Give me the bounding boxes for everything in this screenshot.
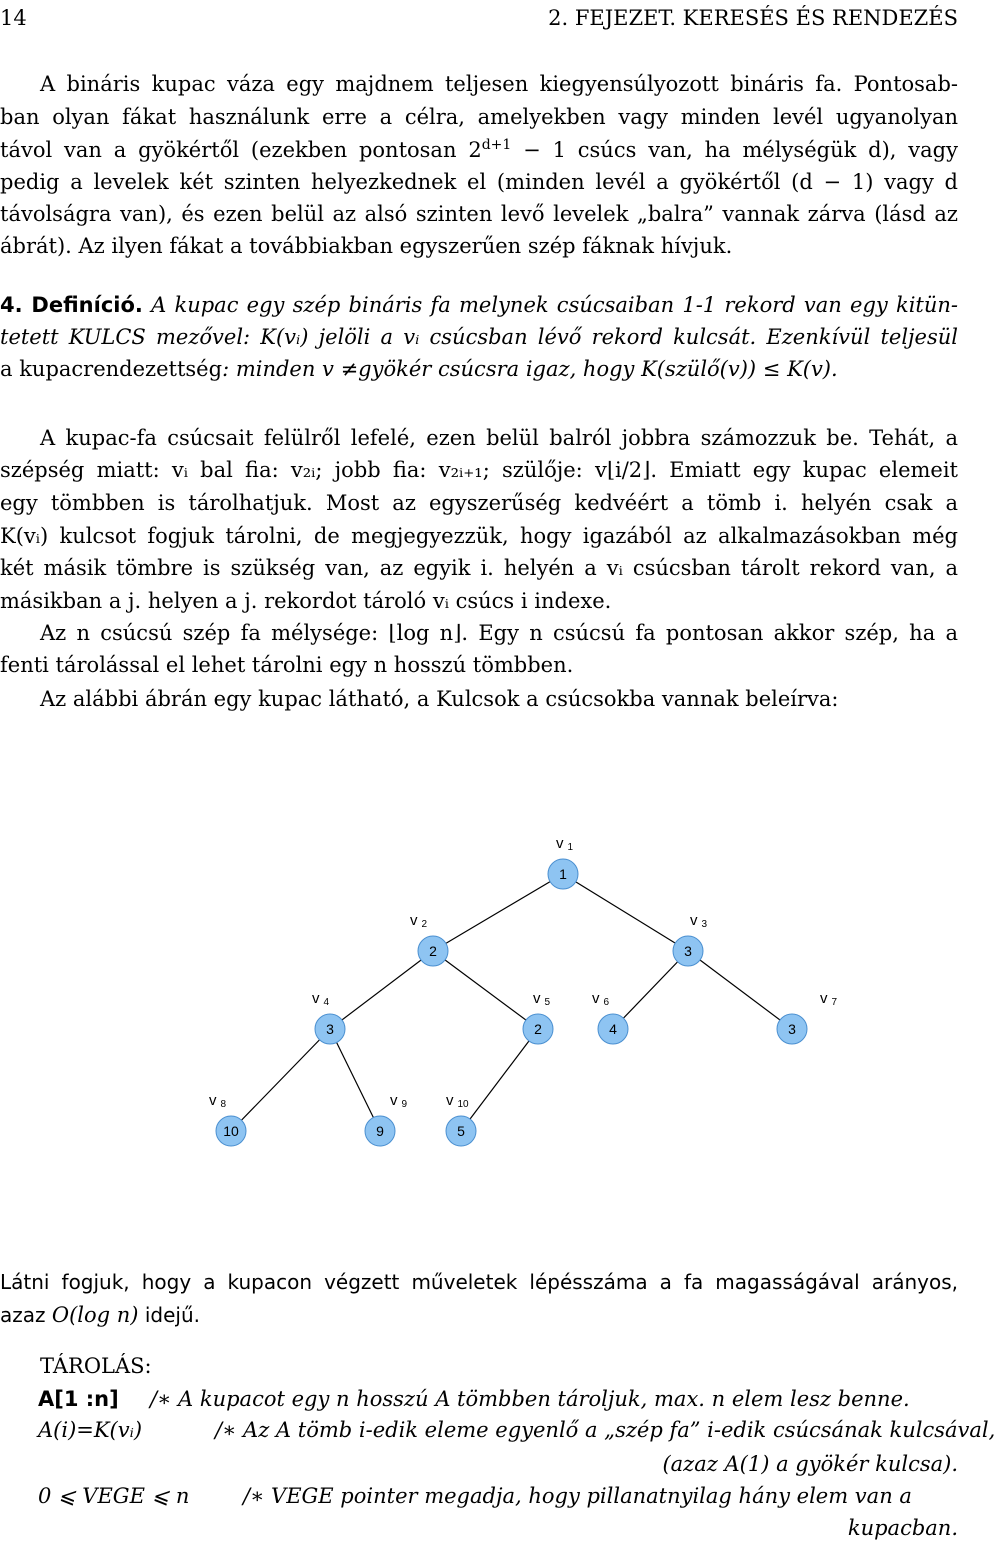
complexity-text-a: azaz bbox=[0, 1303, 52, 1327]
storage-code-2: A(i)=K(vᵢ) bbox=[38, 1418, 143, 1442]
storage-comment-2-cont: (azaz A(1) a gyökér kulcsa). bbox=[662, 1452, 958, 1476]
depth-line-1: Az n csúcsú szép fa mélysége: ⌊log n⌋. Egy n csúcsú fa pontosan akkor szép, ha a bbox=[40, 621, 958, 645]
tree-node-key-v9: 9 bbox=[376, 1123, 384, 1139]
page-number: 14 bbox=[0, 6, 27, 30]
tree-nodes bbox=[209, 835, 838, 1146]
tree-node-label-v7: v 7 bbox=[820, 990, 838, 1008]
chapter-header: 2. FEJEZET. KERESÉS ÉS RENDEZÉS bbox=[548, 6, 958, 30]
definition-line-2: tetett KULCS mezővel: K(vᵢ) jelöli a vᵢ csúcsban lévő rekord kulcsát. Ezenkívül teljesül bbox=[0, 325, 958, 349]
storage-code-1: A[1 :n] bbox=[38, 1387, 119, 1411]
tree-node-key-v1: 1 bbox=[559, 866, 567, 882]
tree-edge-v5-v10 bbox=[461, 1029, 538, 1131]
storage-code-3: 0 ⩽ VEGE ⩽ n bbox=[38, 1484, 190, 1508]
storage-comment-2: /∗ Az A tömb i-edik eleme egyenlő a „szép fa” i-edik csúcsának kulcsával, bbox=[215, 1418, 996, 1442]
numbering-line-1: A kupac-fa csúcsait felülről lefelé, ezen belül balról jobbra számozzuk be. Tehát, a bbox=[40, 426, 958, 450]
numbering-line-4: K(vᵢ) kulcsot fogjuk tárolni, de megjegyezzük, hogy igazából az alkalmazásokban még bbox=[0, 524, 958, 548]
numbering-line-3: egy tömbben is tárolhatjuk. Most az egyszerűség kedvéért a tömb i. helyén csak a bbox=[0, 491, 958, 515]
tree-node-label-v1: v 1 bbox=[556, 835, 574, 853]
numbering-line-2: szépség miatt: vᵢ bal fia: v₂ᵢ; jobb fia: v₂ᵢ₊₁; szülője: v⌊i/2⌋. Emiatt egy kupac elemeit bbox=[0, 458, 958, 482]
storage-comment-3-cont: kupacban. bbox=[847, 1516, 958, 1540]
complexity-text-b: idejű. bbox=[138, 1303, 200, 1327]
heap-tree-figure bbox=[0, 830, 960, 1139]
tree-node-label-v5: v 5 bbox=[533, 990, 551, 1008]
numbering-line-5: két másik tömbre is szükség van, az egyik i. helyén a vᵢ csúcsban tárolt rekord van, a bbox=[0, 556, 958, 580]
tree-edge-v4-v9 bbox=[330, 1029, 380, 1131]
tree-edge-v3-v7 bbox=[688, 951, 792, 1029]
definition-line-1 bbox=[0, 291, 958, 319]
tree-node-label-v3: v 3 bbox=[690, 912, 708, 930]
tree-edge-v1-v2 bbox=[433, 874, 563, 951]
intro-line-3b: − 1 csúcs van, ha mélységük d), vagy bbox=[511, 138, 958, 162]
intro-line-6: ábrát). Az ilyen fákat a továbbiakban egyszerűen szép fáknak hívjuk. bbox=[0, 234, 733, 258]
definition-term: a kupacrendezettség bbox=[0, 357, 223, 381]
tree-edge-v2-v4 bbox=[330, 951, 433, 1029]
tree-edge-v3-v6 bbox=[613, 951, 688, 1029]
intro-line-3a: távol van a gyökértől (ezekben pontosan 2 bbox=[0, 138, 482, 162]
tree-node-label-v8: v 8 bbox=[209, 1092, 227, 1110]
tree-node-label-v4: v 4 bbox=[312, 990, 330, 1008]
storage-comment-1: /∗ A kupacot egy n hosszú A tömbben tároljuk, max. n elem lesz benne. bbox=[150, 1387, 910, 1411]
tree-node-label-v2: v 2 bbox=[410, 912, 428, 930]
tree-node-label-v6: v 6 bbox=[592, 990, 610, 1008]
tree-edge-v4-v8 bbox=[231, 1029, 330, 1131]
definition-line-3 bbox=[0, 355, 958, 383]
tree-edge-v2-v5 bbox=[433, 951, 538, 1029]
tree-edge-v1-v3 bbox=[563, 874, 688, 951]
intro-line-3 bbox=[0, 136, 958, 164]
tree-node-label-v10: v 10 bbox=[446, 1092, 469, 1110]
complexity-line-1: Látni fogjuk, hogy a kupacon végzett műveletek lépésszáma a fa magasságával arányos, bbox=[0, 1270, 958, 1294]
intro-line-4: pedig a levelek két szinten helyezkednek el (minden levél a gyökértől (d − 1) vagy d bbox=[0, 170, 958, 194]
tree-node-key-v2: 2 bbox=[429, 943, 437, 959]
storage-heading: TÁROLÁS: bbox=[40, 1354, 152, 1378]
intro-line-1: A bináris kupac váza egy majdnem teljesen kiegyensúlyozott bináris fa. Pontosab- bbox=[40, 72, 958, 96]
numbering-line-6: másikban a j. helyen a j. rekordot tároló vᵢ csúcs i indexe. bbox=[0, 589, 612, 613]
definition-text-1: A kupac egy szép bináris fa melynek csúcsaiban 1-1 rekord van egy kitün- bbox=[151, 293, 958, 317]
definition-text-3: : minden v ≠gyökér csúcsra igaz, hogy K(szülő(v)) ≤ K(v). bbox=[222, 357, 838, 381]
intro-line-2: ban olyan fákat használunk erre a célra, amelyekben vagy minden levél ugyanolyan bbox=[0, 105, 958, 129]
figure-intro: Az alábbi ábrán egy kupac látható, a Kulcsok a csúcsokba vannak beleírva: bbox=[40, 687, 839, 711]
tree-node-label-v9: v 9 bbox=[390, 1092, 408, 1110]
complexity-line-2 bbox=[0, 1301, 958, 1329]
tree-node-key-v10: 5 bbox=[457, 1123, 465, 1139]
tree-node-key-v4: 3 bbox=[326, 1021, 334, 1037]
tree-node-key-v8: 10 bbox=[223, 1123, 239, 1139]
exponent: d+1 bbox=[481, 137, 512, 153]
tree-node-key-v5: 2 bbox=[534, 1021, 542, 1037]
tree-node-key-v7: 3 bbox=[788, 1021, 796, 1037]
depth-line-2: fenti tárolással el lehet tárolni egy n hosszú tömbben. bbox=[0, 653, 574, 677]
storage-comment-3: /∗ VEGE pointer megadja, hogy pillanatnyilag hány elem van a bbox=[243, 1484, 912, 1508]
definition-label: 4. Definíció. bbox=[0, 293, 143, 317]
intro-line-5: távolságra van), és ezen belül az alsó szinten levő levelek „balra” vannak zárva (lásd az bbox=[0, 202, 958, 226]
tree-node-key-v3: 3 bbox=[684, 943, 692, 959]
complexity-math: O(log n) bbox=[51, 1303, 139, 1327]
tree-node-key-v6: 4 bbox=[609, 1021, 617, 1037]
